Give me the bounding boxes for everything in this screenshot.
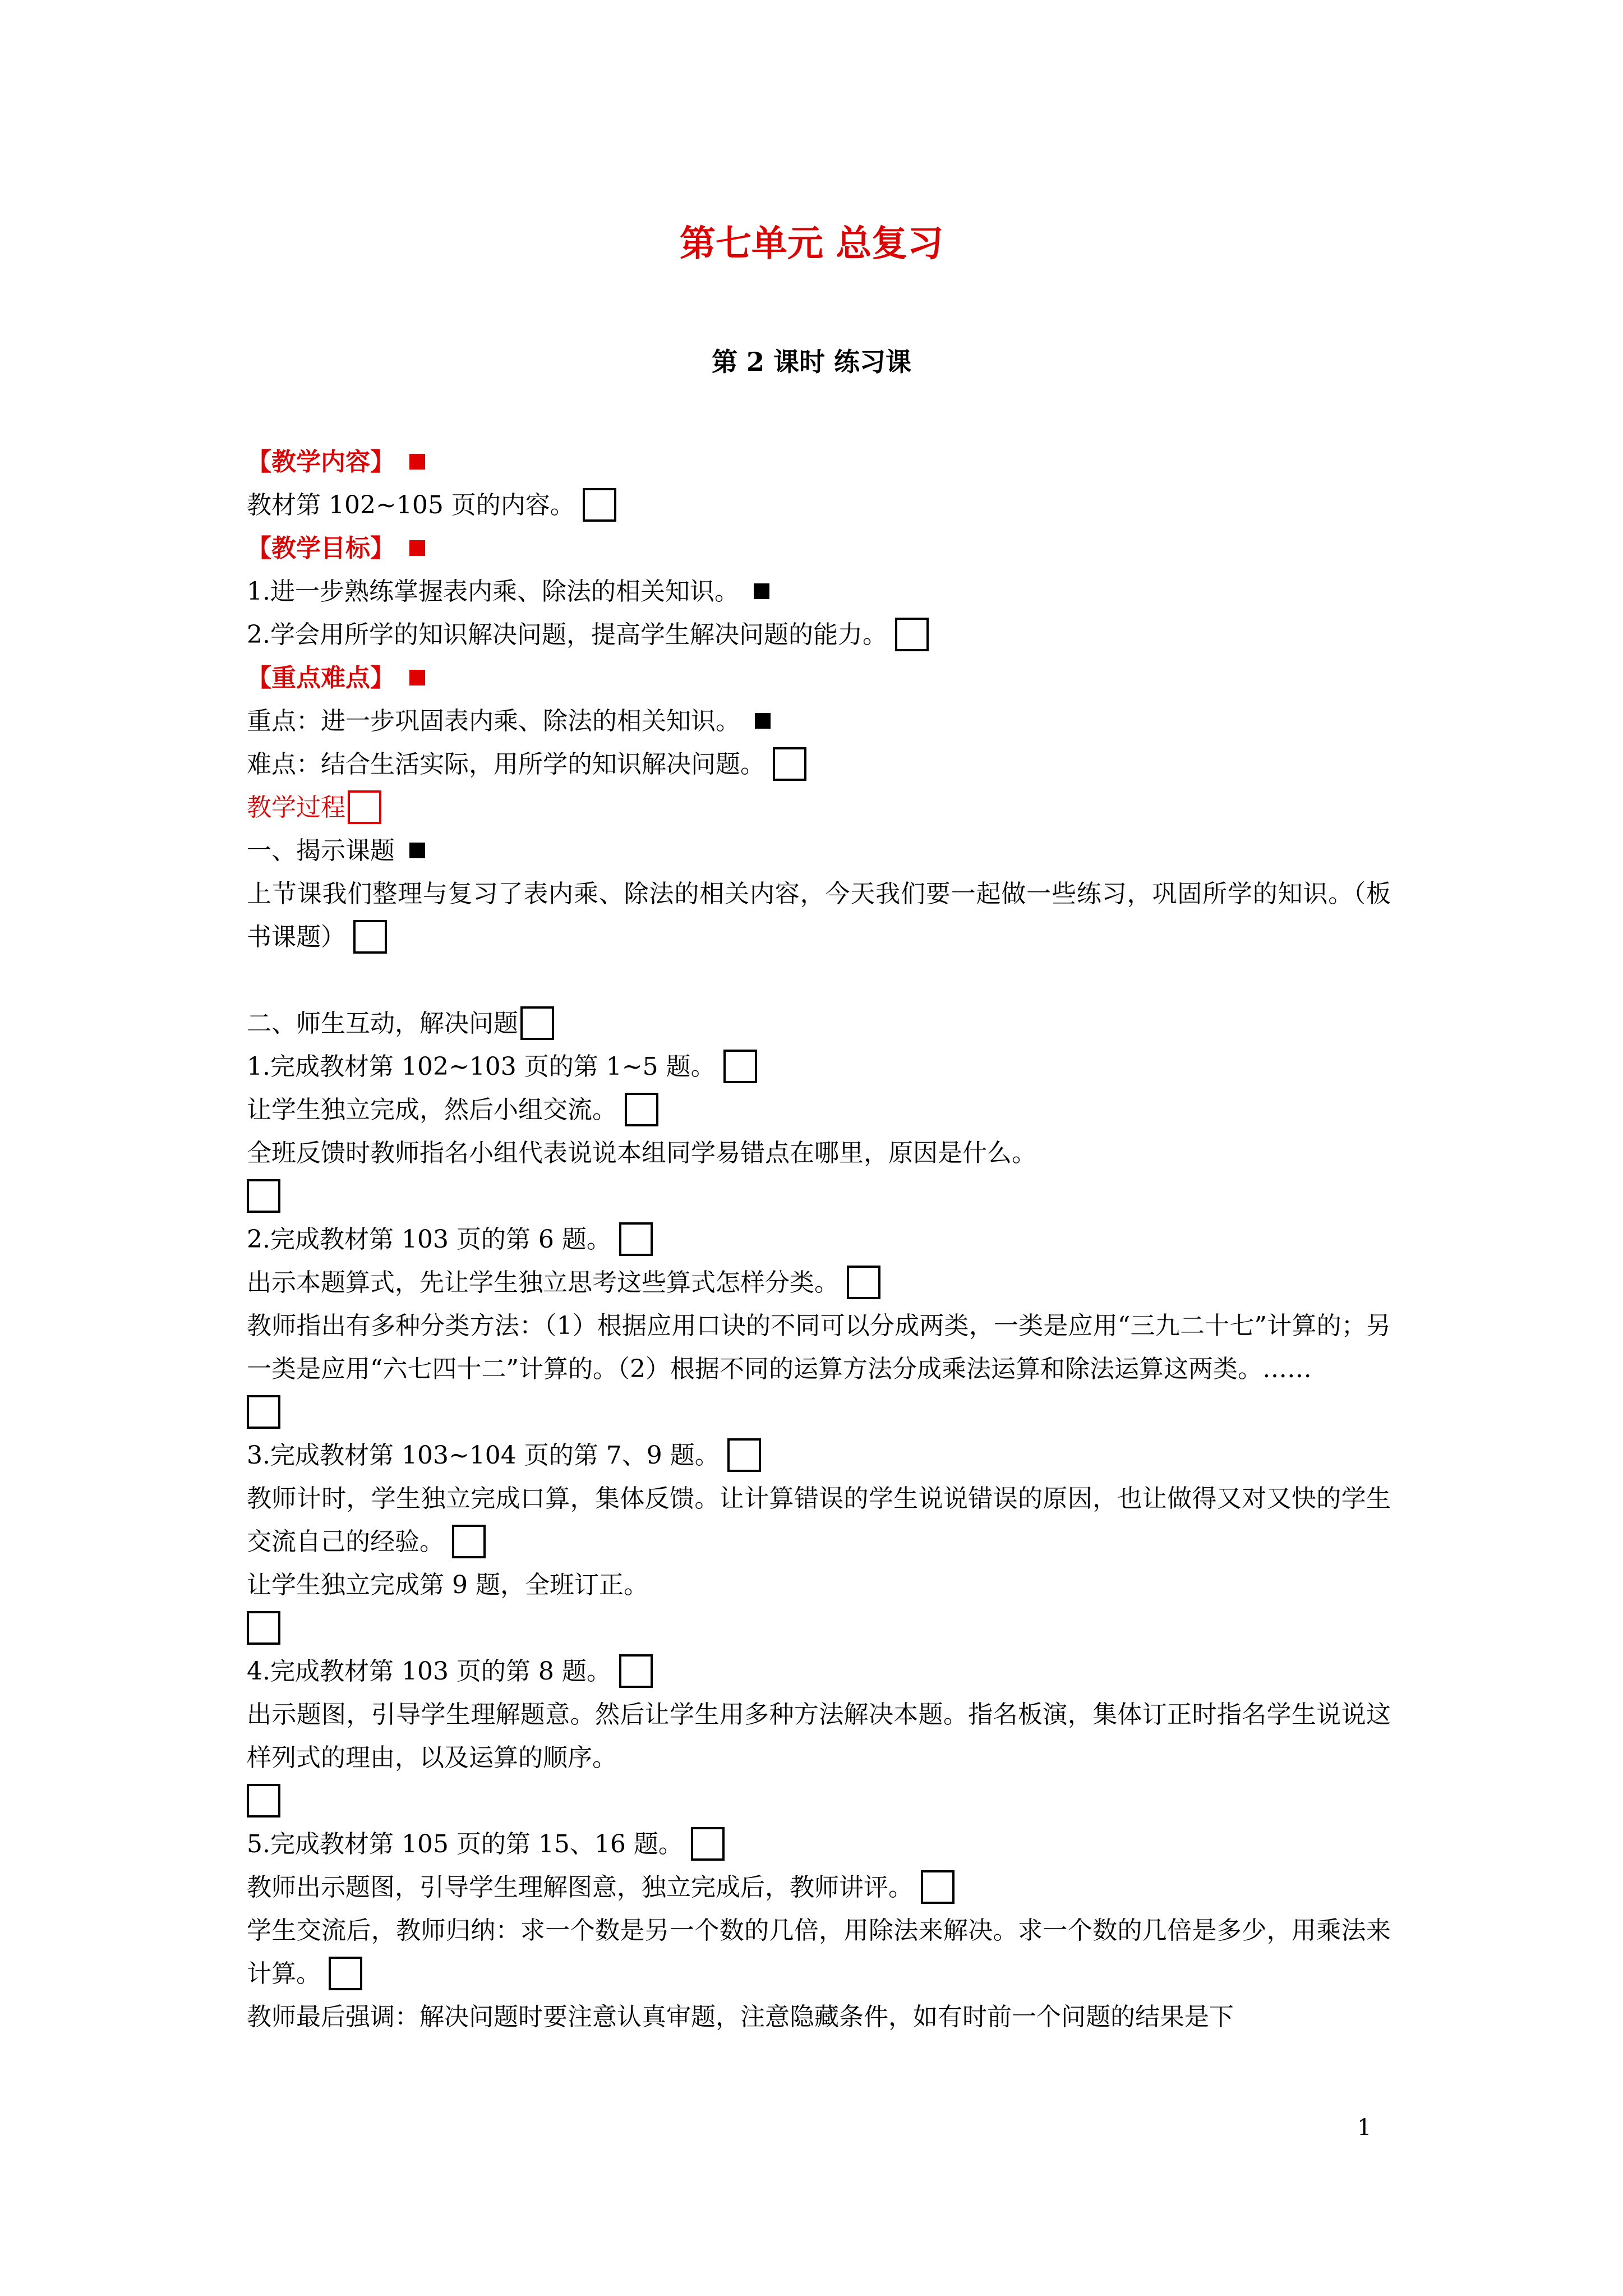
black-square-marker xyxy=(755,713,771,729)
empty-box-icon xyxy=(773,747,806,781)
empty-box-icon xyxy=(691,1827,725,1861)
empty-box-icon xyxy=(247,1395,280,1429)
paragraph: 1.进一步熟练掌握表内乘、除法的相关知识。 xyxy=(247,570,1391,613)
empty-box-icon xyxy=(723,1050,757,1083)
empty-box-icon xyxy=(727,1438,761,1472)
red-square-marker xyxy=(409,454,425,470)
empty-box-icon xyxy=(921,1870,955,1904)
box-line xyxy=(247,1391,1391,1434)
paragraph: 二、师生互动，解决问题 xyxy=(247,1002,1391,1045)
paragraph: 教师计时，学生独立完成口算，集体反馈。让计算错误的学生说说错误的原因，也让做得又对又快的学生交流自己的经验。 xyxy=(247,1477,1391,1563)
box-line xyxy=(247,1175,1391,1218)
red-square-marker xyxy=(409,670,425,685)
empty-box-icon xyxy=(625,1093,658,1126)
empty-box-icon xyxy=(619,1654,653,1688)
section-heading: 教学过程 xyxy=(247,786,1391,829)
paragraph: 教师最后强调：解决问题时要注意认真审题，注意隐藏条件，如有时前一个问题的结果是下 xyxy=(247,2003,1234,2031)
section-heading: 【教学目标】 xyxy=(247,527,1391,570)
paragraph: 4.完成教材第 103 页的第 8 题。 xyxy=(247,1650,1391,1693)
paragraph: 让学生独立完成，然后小组交流。 xyxy=(247,1088,1391,1131)
document-body xyxy=(247,440,1391,2039)
empty-box-icon xyxy=(847,1266,880,1299)
blank-line xyxy=(247,959,1391,1002)
document-title: 第七单元 总复习 xyxy=(679,223,944,265)
red-empty-box-icon xyxy=(348,790,381,824)
paragraph: 5.完成教材第 105 页的第 15、16 题。 xyxy=(247,1823,1391,1866)
page-number: 1 xyxy=(1357,2115,1372,2141)
lesson-subtitle: 第 2 课时 练习课 xyxy=(711,347,912,377)
paragraph: 3.完成教材第 103~104 页的第 7、9 题。 xyxy=(247,1434,1391,1477)
black-square-marker xyxy=(409,843,425,858)
empty-box-icon xyxy=(619,1222,653,1256)
empty-box-icon xyxy=(247,1611,280,1645)
box-line xyxy=(247,1779,1391,1823)
empty-box-icon xyxy=(895,618,929,651)
empty-box-icon xyxy=(520,1006,554,1040)
paragraph: 一、揭示课题 xyxy=(247,829,1391,872)
black-square-marker xyxy=(754,583,769,599)
paragraph: 教材第 102~105 页的内容。 xyxy=(247,484,1391,527)
section-heading: 【教学内容】 xyxy=(247,440,1391,484)
paragraph: 上节课我们整理与复习了表内乘、除法的相关内容，今天我们要一起做一些练习，巩固所学的知识。（板书课题） xyxy=(247,872,1391,959)
paragraph: 学生交流后，教师归纳：求一个数是另一个数的几倍，用除法来解决。求一个数的几倍是多少，用乘法来计算。 xyxy=(247,1909,1391,1995)
paragraph: 全班反馈时教师指名小组代表说说本组同学易错点在哪里，原因是什么。 xyxy=(247,1139,1036,1167)
red-square-marker xyxy=(409,540,425,556)
empty-box-icon xyxy=(452,1525,486,1558)
section-heading: 【重点难点】 xyxy=(247,656,1391,700)
paragraph: 重点：进一步巩固表内乘、除法的相关知识。 xyxy=(247,700,1391,743)
paragraph: 1.完成教材第 102~103 页的第 1~5 题。 xyxy=(247,1045,1391,1088)
paragraph: 教师出示题图，引导学生理解图意，独立完成后，教师讲评。 xyxy=(247,1866,1391,1909)
paragraph: 让学生独立完成第 9 题，全班订正。 xyxy=(247,1571,648,1599)
empty-box-icon xyxy=(247,1179,280,1213)
paragraph: 出示题图，引导学生理解题意。然后让学生用多种方法解决本题。指名板演，集体订正时指名学生说说这样列式的理由，以及运算的顺序。 xyxy=(247,1700,1391,1772)
paragraph: 2.学会用所学的知识解决问题，提高学生解决问题的能力。 xyxy=(247,613,1391,656)
empty-box-icon xyxy=(329,1957,362,1990)
paragraph: 教师指出有多种分类方法：（1）根据应用口诀的不同可以分成两类，一类是应用“三九二十七”计算的；另一类是应用“六七四十二”计算的。（2）根据不同的运算方法分成乘法运算和除法运算这两类。…… xyxy=(247,1312,1391,1383)
paragraph: 出示本题算式，先让学生独立思考这些算式怎样分类。 xyxy=(247,1261,1391,1304)
paragraph: 2.完成教材第 103 页的第 6 题。 xyxy=(247,1218,1391,1261)
empty-box-icon xyxy=(583,488,616,522)
empty-box-icon xyxy=(353,920,387,954)
box-line xyxy=(247,1607,1391,1650)
empty-box-icon xyxy=(247,1784,280,1818)
paragraph: 难点：结合生活实际，用所学的知识解决问题。 xyxy=(247,743,1391,786)
